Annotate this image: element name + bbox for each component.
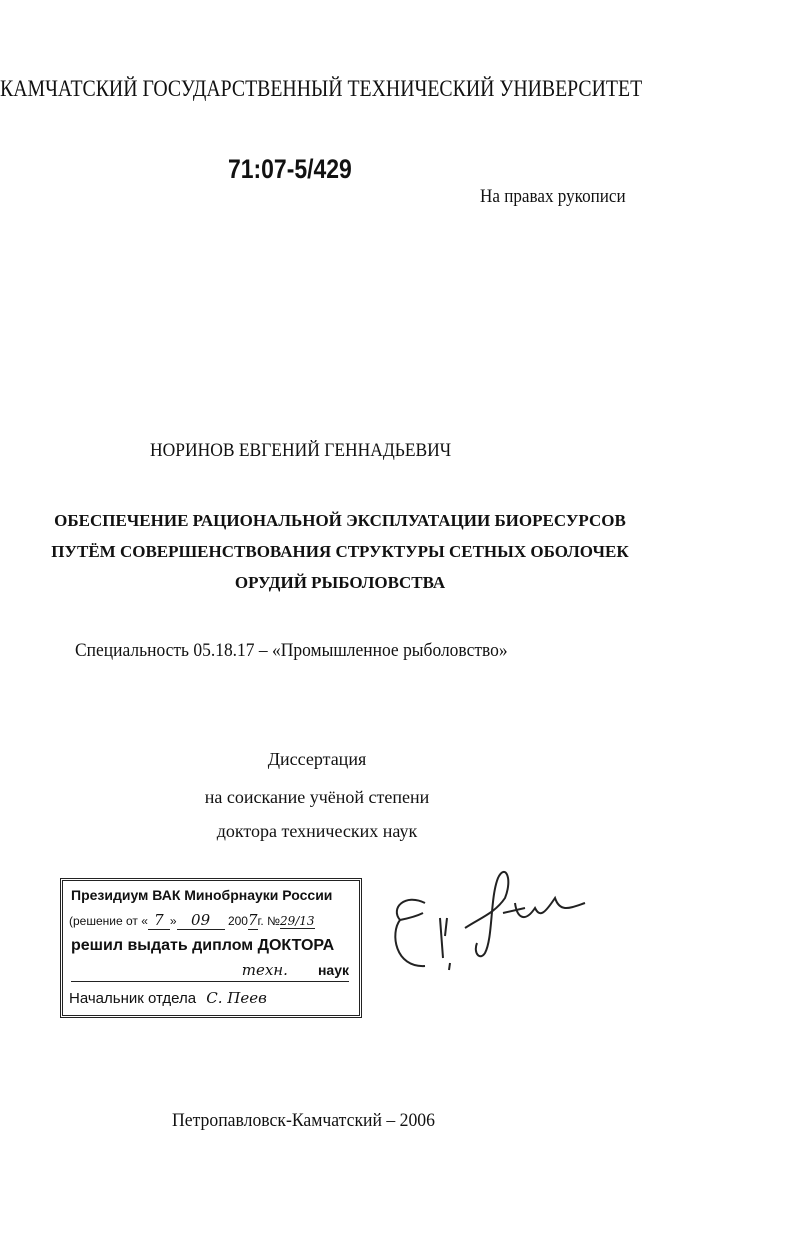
stamp-number: 29/13 [279,914,315,928]
stamp-head [69,989,267,1007]
specialty: Специальность 05.18.17 – «Промышленное рыболовство» [75,640,508,661]
stamp-text: (решение от « [69,914,148,928]
stamp-day: 7 [148,911,170,930]
stamp-field: техн. [241,961,288,979]
vak-stamp [60,878,362,1018]
manuscript-note: На правах рукописи [480,186,626,207]
catalog-code: 71:07-5/429 [228,154,352,184]
university-name: КАМЧАТСКИЙ ГОСУДАРСТВЕННЫЙ ТЕХНИЧЕСКИЙ УНИВЕРСИТЕТ [0,76,643,101]
stamp-month: 09 [177,911,225,930]
title-line: ОБЕСПЕЧЕНИЕ РАЦИОНАЛЬНОЙ ЭКСПЛУАТАЦИИ БИОРЕСУРСОВ [54,511,626,530]
stamp-text: » [169,914,177,928]
city-year: Петропавловск-Камчатский – 2006 [172,1110,435,1131]
stamp-text: наук [317,962,349,978]
degree-line: доктора технических наук [216,821,418,841]
stamp-year: 7 [247,911,258,929]
stamp-line: решил выдать диплом ДОКТОРА [71,937,335,954]
author-signature [385,858,595,978]
title-line: ОРУДИЙ РЫБОЛОВСТВА [234,573,446,592]
author-name: НОРИНОВ ЕВГЕНИЙ ГЕННАДЬЕВИЧ [150,440,452,461]
title-line: ПУТЁМ СОВЕРШЕНСТВОВАНИЯ СТРУКТУРЫ СЕТНЫХ ОБОЛОЧЕК [51,542,629,561]
stamp-text: Начальник отдела [69,990,197,1007]
stamp-text: г. № [257,914,280,928]
degree-line: на соискание учёной степени [204,787,430,807]
stamp-text: 200 [227,914,248,928]
degree-line: Диссертация [267,749,367,769]
stamp-signature: С. Пеев [206,989,267,1007]
stamp-line: Президиум ВАК Минобрнауки России [71,887,333,903]
stamp-decision [69,911,315,930]
